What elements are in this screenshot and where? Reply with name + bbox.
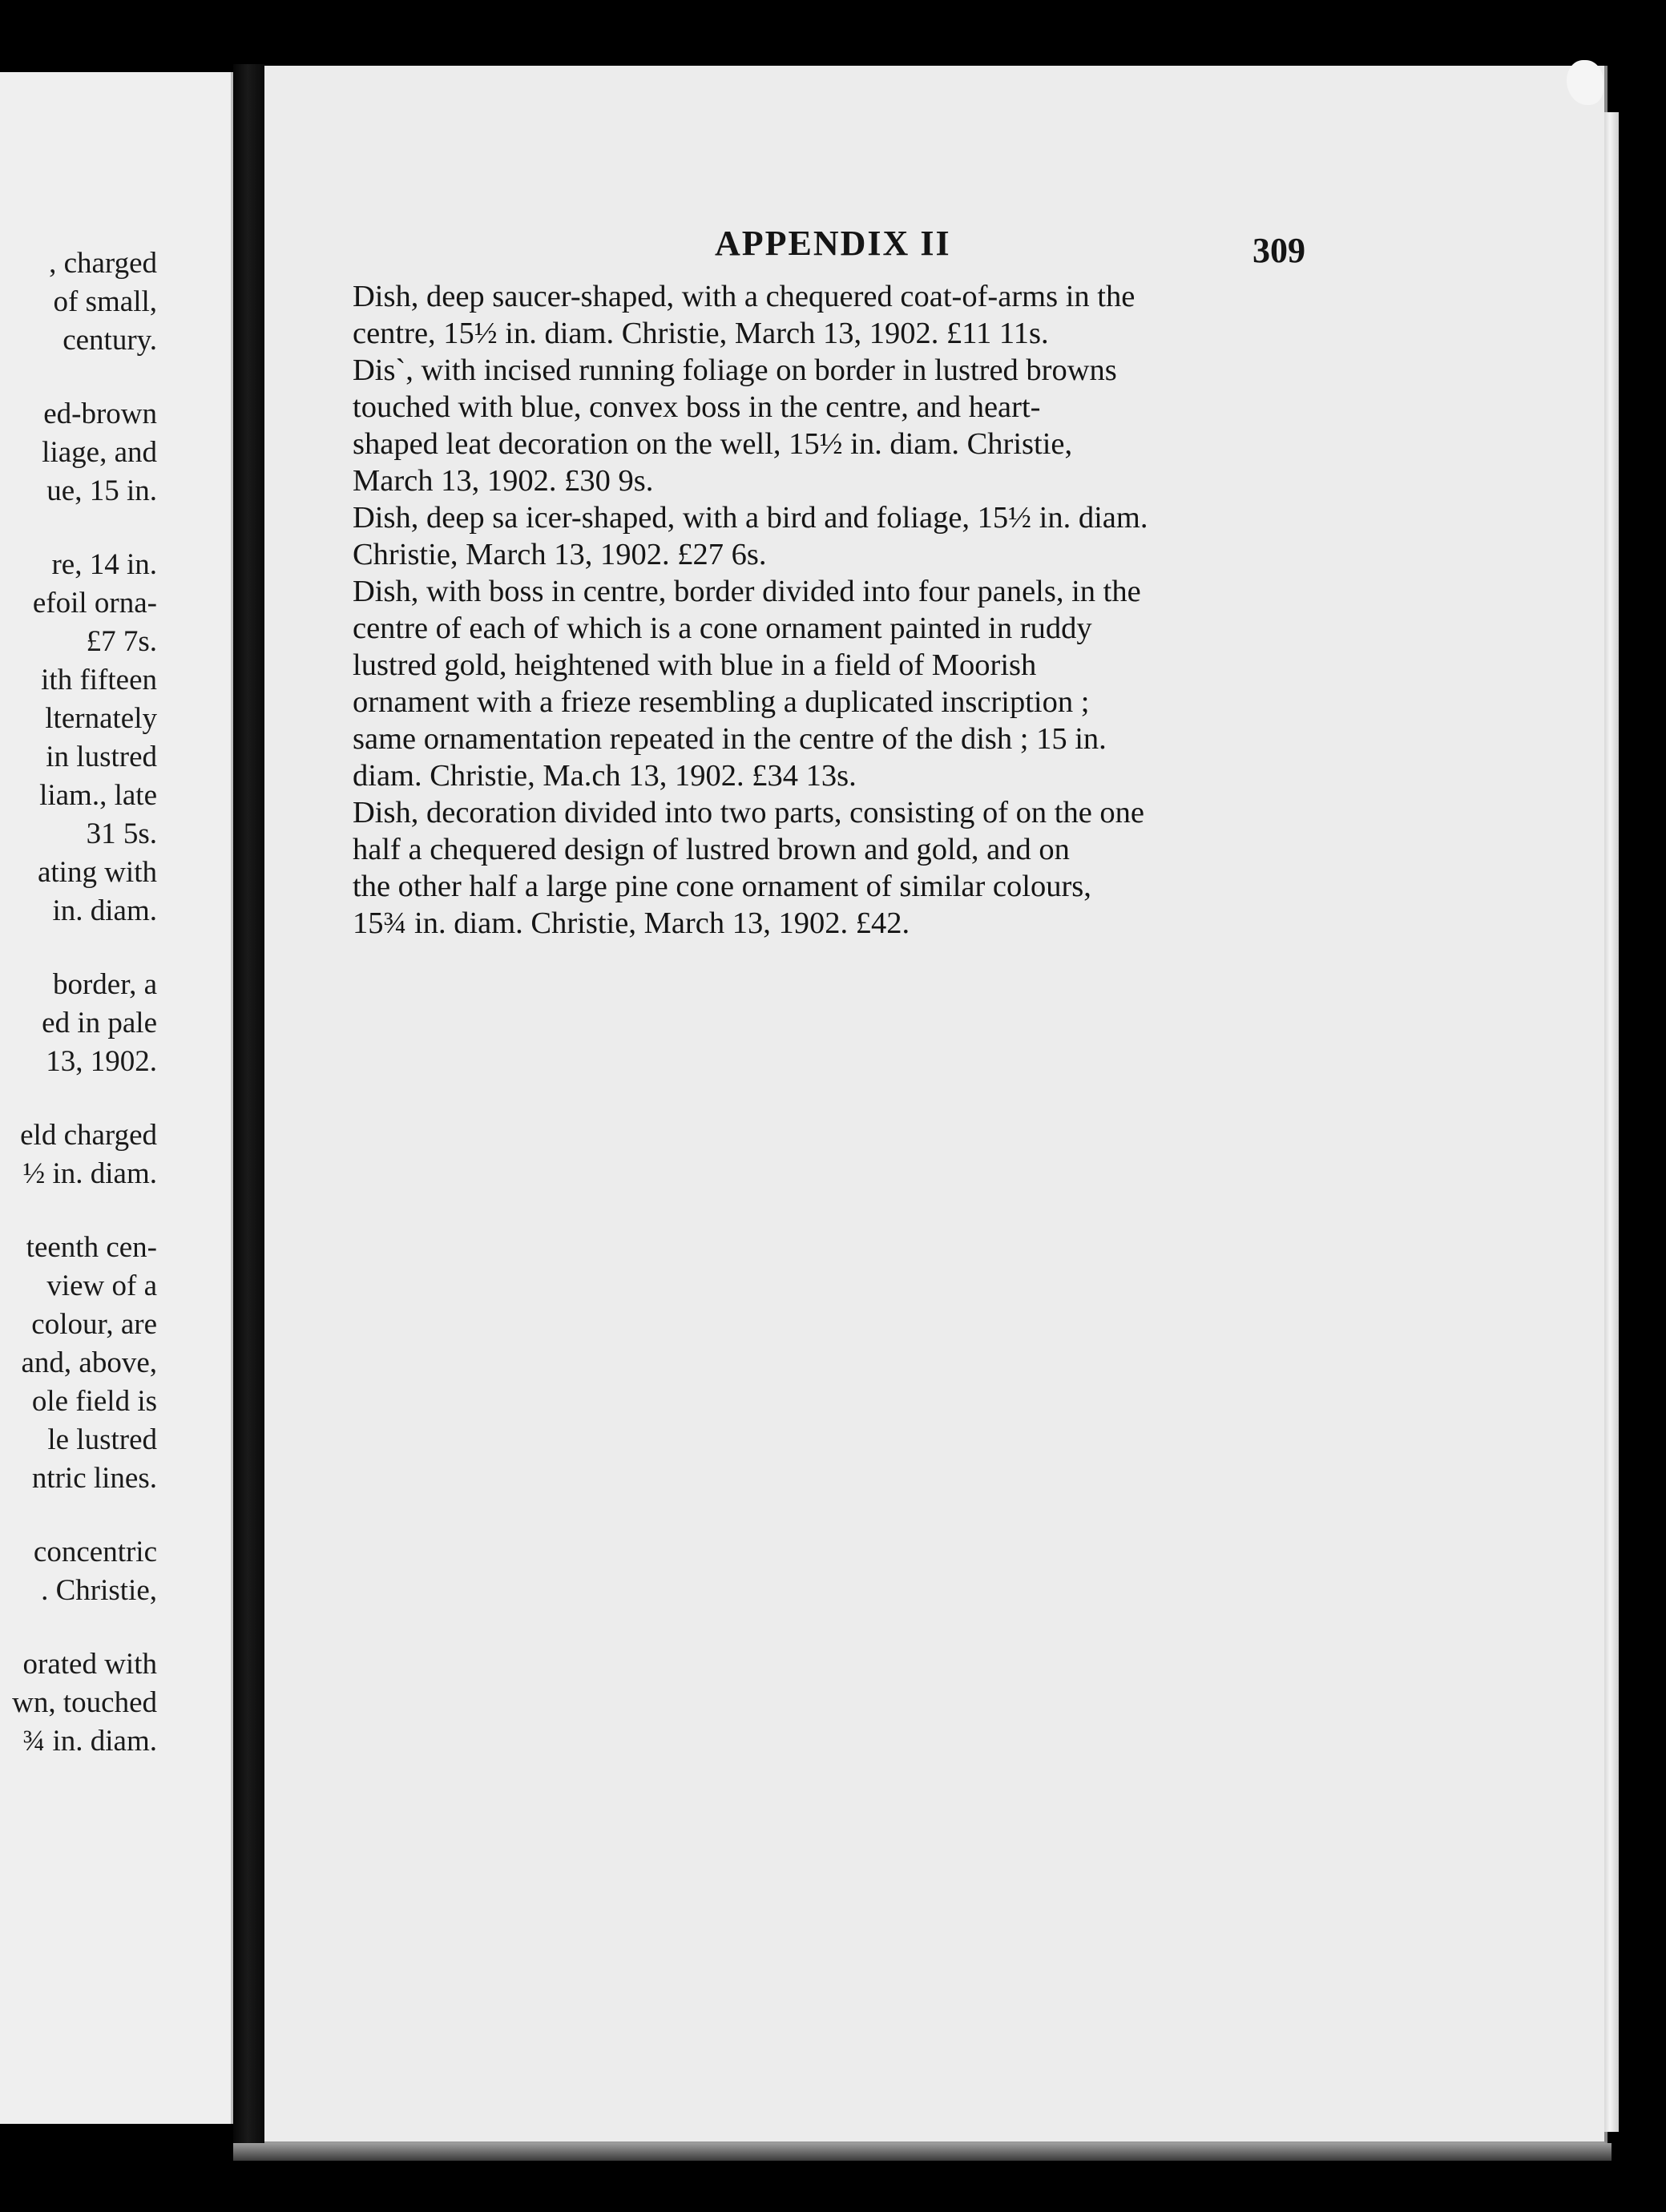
entry-line: March 13, 1902. £30 9s. [353, 464, 654, 498]
facing-page-line: liam., late [39, 779, 157, 812]
catalogue-entry [353, 352, 1404, 499]
facing-page-line: teenth cen- [26, 1231, 157, 1264]
entry-line: same ornamentation repeated in the centre of the dish ; 15 in. [353, 722, 1107, 756]
facing-page-line: wn, touched [12, 1686, 157, 1719]
facing-page-line: ed-brown [43, 398, 157, 430]
entry-line: Dish, decoration divided into two parts, consisting of on the one [353, 796, 1145, 830]
page [264, 66, 1608, 2145]
entry-line: Christie, March 13, 1902. £27 6s. [353, 538, 767, 571]
entry-line: half a chequered design of lustred brown and gold, and on [353, 833, 1070, 866]
facing-page-line: lternately [45, 702, 157, 735]
facing-page-line: orated with [22, 1648, 157, 1681]
facing-page-line: ed in pale [42, 1007, 157, 1039]
facing-page-line: in. diam. [52, 894, 157, 927]
facing-page-line: of small, [53, 285, 157, 318]
facing-page-line: . Christie, [41, 1574, 157, 1607]
facing-page-line: ith fifteen [41, 664, 157, 696]
facing-page-line: in lustred [46, 741, 157, 773]
entry-line: Dis`, with incised running foliage on border in lustred browns [353, 353, 1117, 387]
entry-line: centre, 15½ in. diam. Christie, March 13, 1902. £11 11s. [353, 317, 1049, 350]
facing-page-line: re, 14 in. [51, 548, 157, 581]
facing-page-line: ½ in. diam. [22, 1157, 157, 1190]
catalogue-entry [353, 573, 1404, 794]
page-number: 309 [1253, 231, 1305, 270]
entry-line: Dish, deep sa icer-shaped, with a bird and foliage, 15½ in. diam. [353, 501, 1148, 535]
entry-line: diam. Christie, Ma.ch 13, 1902. £34 13s. [353, 759, 857, 793]
running-head: APPENDIX II [715, 224, 951, 263]
facing-page-line: eld charged [20, 1119, 157, 1152]
book-gutter [233, 64, 265, 2148]
facing-page-line: and, above, [21, 1346, 157, 1379]
page-edge [1604, 112, 1619, 2132]
catalogue-entries [353, 278, 1404, 942]
entry-line: Dish, with boss in centre, border divided into four panels, in the [353, 575, 1141, 608]
facing-page-line: century. [63, 324, 157, 357]
entry-line: 15¾ in. diam. Christie, March 13, 1902. £42. [353, 906, 910, 940]
facing-page-line: , charged [49, 247, 157, 280]
facing-page-line: 13, 1902. [46, 1045, 157, 1078]
facing-page-line: 31 5s. [86, 817, 157, 850]
entry-line: ornament with a frieze resembling a duplicated inscription ; [353, 685, 1090, 719]
facing-page-line: ole field is [31, 1385, 157, 1418]
entry-line: centre of each of which is a cone ornament painted in ruddy [353, 612, 1092, 645]
entry-line: the other half a large pine cone ornament of similar colours, [353, 870, 1091, 903]
facing-page-line: efoil orna- [32, 587, 157, 620]
facing-page-line: ating with [37, 856, 157, 889]
bottom-edge [233, 2143, 1612, 2161]
facing-page-line: le lustred [47, 1423, 157, 1456]
facing-page-line: border, a [52, 968, 157, 1001]
catalogue-entry [353, 278, 1404, 352]
entry-line: Dish, deep saucer-shaped, with a chequered coat-of-arms in the [353, 280, 1136, 313]
facing-page-line: view of a [46, 1269, 157, 1302]
entry-line: lustred gold, heightened with blue in a field of Moorish [353, 648, 1037, 682]
entry-line: shaped leat decoration on the well, 15½ in. diam. Christie, [353, 427, 1073, 461]
facing-page [0, 72, 233, 2124]
entry-line: touched with blue, convex boss in the centre, and heart- [353, 390, 1041, 424]
facing-page-line: colour, are [31, 1308, 157, 1341]
facing-page-line: ntric lines. [31, 1462, 157, 1495]
catalogue-entry [353, 499, 1404, 573]
facing-page-line: ue, 15 in. [46, 474, 157, 507]
facing-page-line: concentric [33, 1536, 157, 1568]
catalogue-entry [353, 794, 1404, 942]
facing-page-line: ¾ in. diam. [22, 1725, 157, 1758]
facing-page-line: liage, and [42, 436, 157, 469]
facing-page-line: £7 7s. [86, 625, 157, 658]
